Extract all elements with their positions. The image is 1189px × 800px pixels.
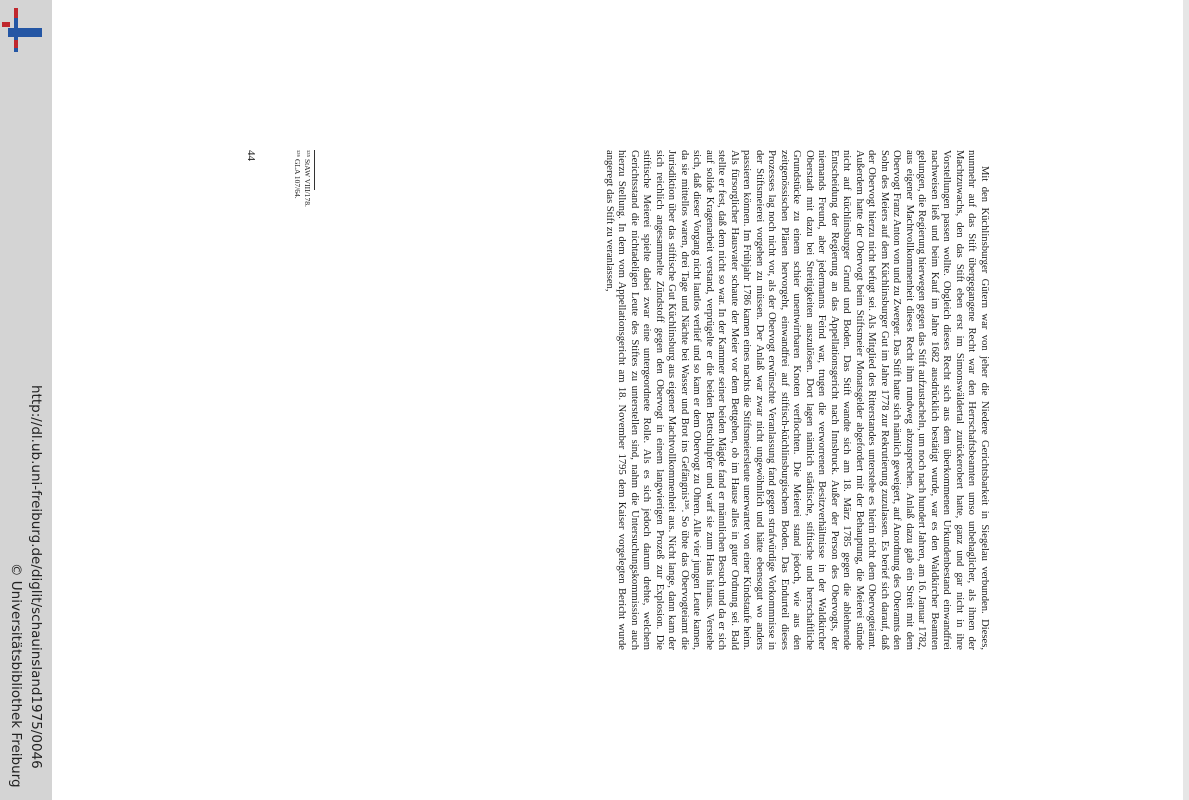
sidebar — [0, 0, 52, 800]
page-edge — [1183, 0, 1189, 800]
footnote-136: ¹³⁶ GLA 107/64. — [293, 150, 303, 199]
footnote-135: ¹³⁵ StAW VIII/178. — [303, 150, 312, 207]
page-number: 44 — [245, 150, 257, 161]
copyright-notice: © Universitätsbibliothek Freiburg — [8, 563, 24, 788]
footnotes — [293, 150, 312, 550]
document-url[interactable]: http://dl.ub.uni-freiburg.de/diglit/schauinsland1975/0046 — [28, 385, 44, 769]
book-page — [240, 150, 990, 650]
body-paragraph: Mit den Küchlinsburger Gütern war von jeher die Niedere Gerichtsbarkeit in Siegelau verbunden. Dieses, nunmehr auf das Stift übergegangene Recht war den Herrschaftsbeamten umso unbehaglicher, als ihnen der Machtzuwachs, den das Stift eben erst im Simonswäldertal zurückerobert hatte, ganz und gar nicht in ihre Vorstellungen passen wollte. Obgleich dieses Recht sich aus dem überkommenen Urkundenbestand einwandfrei nachweisen ließ und beim Kauf im Jahre 1682 ausdrücklich bestätigt wurde, war es den Waldkircher Beamten gelungen, die Regierung hierwegen gegen das Stift aufzustacheln, um noch nach hundert Jahren, am 16. Januar 1782, aus eigener Machtvollkommenheit dieses Recht ihm rundweg abzusprechen. Anlaß dazu gab ein Streit mit dem Obervogt Franz Anton von und zu Zwerger. Das Stift hatte sich nämlich geweigert, auf Anordnung des Oberamts den Sohn des Meiers auf dem Küchlinsburger Gut im Jahre 1778 zur Rekrutierung zuzulassen. Es berief sich darauf, daß der Obervogt hierzu nicht befugt sei. Als Mitglied des Ritterstandes unterstehe es hierin nicht dem Obervogteiamt. Außerdem hatte der Obervogt beim Stiftsmeier Monatsgelder abgefordert mit der Behauptung, die Meierei stünde nicht auf küchlinsburger Grund und Boden. Das Stift wandte sich am 18. März 1785 gegen die ablehnende Entscheidung der Regierung an das Appellationsgericht nach Innsbruck. Außer der Person des Obervogts, der niemands Freund, aber jedermanns Feind war, trugen die verworrenen Besitzverhältnisse in der Waldkircher Oberstadt mit dazu bei Streitigkeiten auszulösen. Dort lagen nämlich städtische, stiftische und herrschaftliche Grundstücke zu einem schier unentwirrbaren Knoten verflochten. Die Meierei stand jedoch, wie aus den zeitgenössischen Plänen hervorgeht, einwandfrei auf stiftisch-küchlinsburgischem Boden. Das Endurteil dieses Prozesses lag noch nicht vor, als der Obervogt erwünschte Veranlassung fand gegen strafwürdige Vorkommnisse in der Stiftsmeierei vorgehen zu müssen. Der Anlaß war zwar nicht ungewöhnlich und hätte ebensogut wo anders passieren können. Im Frühjahr 1786 kamen eines nachts die Stiftsmeiersleute unerwartet von einer Kindstaufe heim. Als fürsorglicher Hausvater schaute der Meier vor dem Bettgehen, ob im Hause alles in guter Ordnung sei. Bald stellte er fest, daß dem nicht so war. In der Kammer seiner beiden Mägde fand er männlichen Besuch und da er sich auf solide Kragenarbeit verstand, verprügelte er die beiden Bettschlupfer und warf sie zum Haus hinaus. Verstehe sich, daß dieser Vorgang nicht lautlos verlief und so kam er dem Obervogt zu Ohren. Alle vier jungen Leute kamen, da sie mittellos waren, drei Tage und Nächte bei Wasser und Brot ins Gefängnis¹³⁶. So übte das Obervogteiamt die Jurisdiktion über das stiftische Gut Küchlinsburg aus eigener Machtvollkommenheit aus. Nicht lange, dann kam der sich reichlich angesammelte Zündstoff gegen den Obervogt in einem langwierigen Prozeß zur Explosion. Die stiftische Meierei spielte dabei zwar eine untergeordnete Rolle. Als es sich jedoch darum drehte, welchem Gerichtsstand die nichtadeligen Leute des Stiftes zu unterstellen sind, nahm die Untersuchungskommission auch hierzu Stellung. In dem vom Appellationsgericht am 18. November 1795 dem Kaiser vorgelegten Bericht wurde angeregt das Stift zu veranlassen, — [604, 150, 990, 650]
body-text — [603, 150, 991, 650]
footnote-rule — [314, 150, 315, 190]
